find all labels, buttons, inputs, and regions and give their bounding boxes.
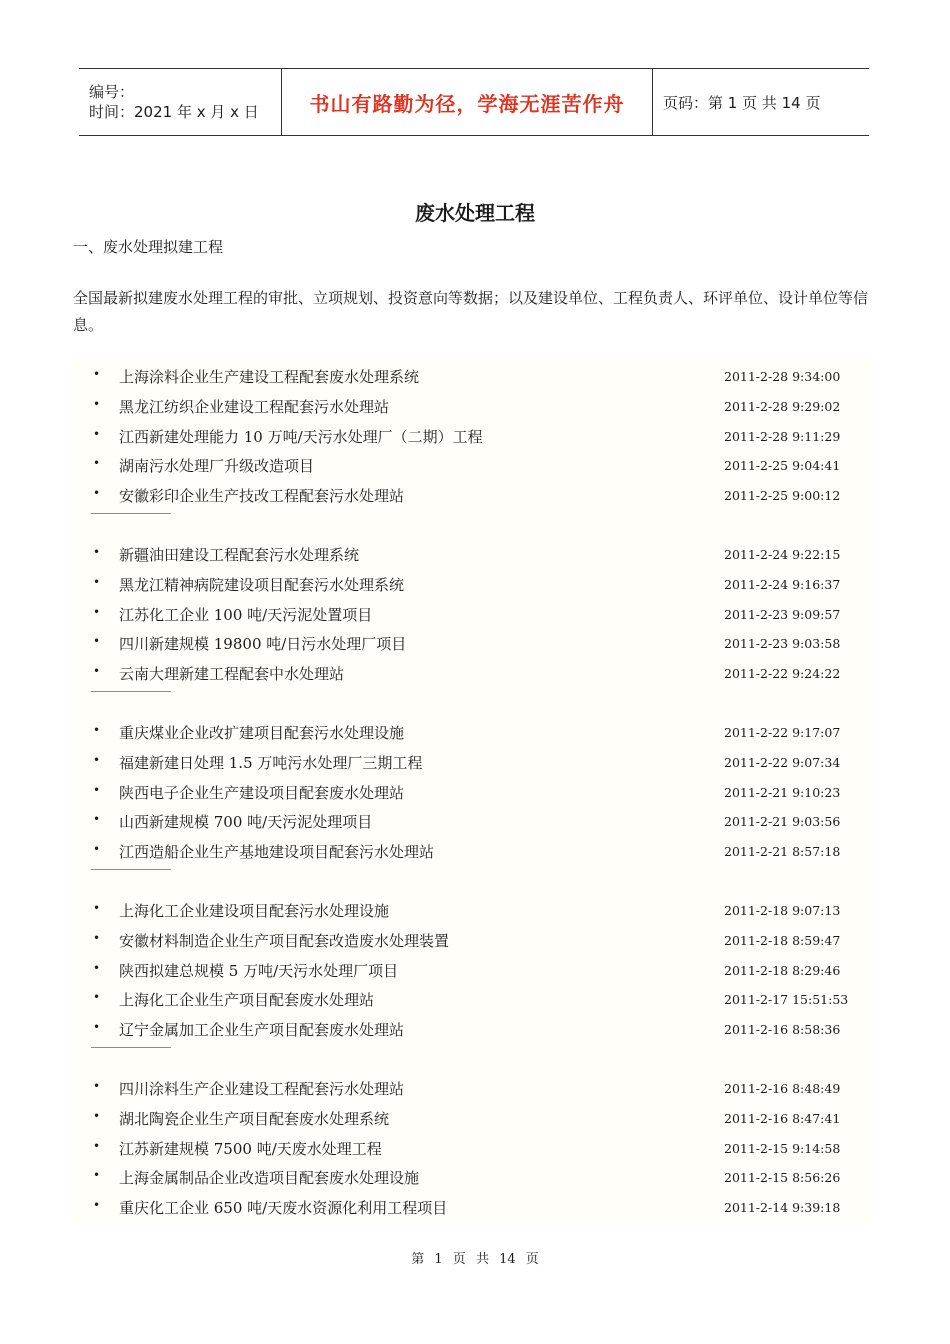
list-item[interactable] — [73, 1192, 873, 1222]
project-title-link[interactable]: 黑龙江精神病院建设项目配套污水处理系统 — [119, 575, 405, 594]
list-item[interactable] — [73, 895, 873, 925]
bullet-icon: • — [93, 426, 101, 441]
list-item[interactable] — [73, 1014, 873, 1044]
list-item[interactable] — [73, 391, 873, 421]
project-title-link[interactable]: 安徽彩印企业生产技改工程配套污水处理站 — [119, 487, 405, 505]
header-page-info — [653, 69, 869, 135]
project-group — [73, 717, 873, 866]
footer-page-number: 1 — [434, 1252, 443, 1267]
project-timestamp: 2011-2-16 8:47:41 — [724, 1110, 841, 1126]
project-timestamp: 2011-2-15 8:56:26 — [724, 1170, 841, 1186]
bullet-icon: • — [93, 842, 101, 856]
project-title-link[interactable]: 福建新建日处理 1.5 万吨污水处理厂三期工程 — [119, 753, 423, 772]
project-timestamp: 2011-2-16 8:58:36 — [724, 1022, 841, 1037]
list-item[interactable] — [73, 1133, 873, 1163]
project-title-link[interactable]: 上海化工企业建设项目配套污水处理设施 — [119, 902, 390, 920]
project-timestamp: 2011-2-18 8:29:46 — [724, 962, 841, 978]
project-title-link[interactable]: 黑龙江纺织企业建设工程配套污水处理站 — [119, 397, 390, 416]
project-timestamp: 2011-2-22 9:17:07 — [724, 725, 841, 740]
header-page-number: 页码：第 1 页 共 14 页 — [663, 93, 821, 112]
project-timestamp: 2011-2-18 8:59:47 — [724, 932, 841, 948]
list-item[interactable] — [73, 955, 873, 985]
project-timestamp: 2011-2-28 9:34:00 — [724, 369, 841, 384]
project-title-link[interactable]: 山西新建规模 700 吨/天污泥处理项目 — [119, 813, 373, 832]
list-item[interactable] — [73, 450, 873, 480]
list-item[interactable] — [73, 1162, 873, 1192]
list-item[interactable] — [73, 539, 873, 569]
section-heading: 一、废水处理拟建工程 — [73, 238, 224, 256]
bullet-icon: • — [93, 456, 101, 471]
list-item[interactable] — [73, 717, 873, 747]
bullet-icon: • — [93, 396, 101, 411]
document-number-label: 编号： — [89, 83, 135, 101]
project-timestamp: 2011-2-25 9:00:12 — [724, 488, 841, 503]
list-item[interactable] — [73, 806, 873, 836]
bullet-icon: • — [93, 486, 101, 500]
bullet-icon: • — [93, 1020, 101, 1034]
project-timestamp: 2011-2-24 9:22:15 — [724, 547, 841, 562]
project-timestamp: 2011-2-18 9:07:13 — [724, 903, 841, 918]
bullet-icon: • — [93, 960, 101, 975]
project-title-link[interactable]: 重庆化工企业 650 吨/天废水资源化利用工程项目 — [119, 1199, 448, 1217]
group-divider — [91, 513, 171, 514]
group-divider — [91, 869, 171, 870]
project-title-link[interactable]: 上海涂料企业生产建设工程配套废水处理系统 — [119, 368, 420, 386]
project-group — [73, 361, 873, 510]
list-item[interactable] — [73, 747, 873, 777]
project-title-link[interactable]: 新疆油田建设工程配套污水处理系统 — [119, 546, 360, 564]
list-item[interactable] — [73, 658, 873, 688]
project-group — [73, 539, 873, 688]
bullet-icon: • — [93, 723, 101, 737]
bullet-icon: • — [93, 812, 101, 827]
project-timestamp: 2011-2-22 9:07:34 — [724, 754, 841, 770]
list-item[interactable] — [73, 836, 873, 866]
bullet-icon: • — [93, 604, 101, 619]
project-title-link[interactable]: 江苏新建规模 7500 吨/天废水处理工程 — [119, 1139, 382, 1158]
project-timestamp: 2011-2-21 9:03:56 — [724, 814, 841, 830]
project-title-link[interactable]: 四川涂料生产企业建设工程配套污水处理站 — [119, 1080, 405, 1098]
bullet-icon: • — [93, 367, 101, 381]
header-meta — [79, 69, 281, 135]
project-title-link[interactable]: 湖北陶瓷企业生产项目配套废水处理系统 — [119, 1109, 390, 1128]
list-item[interactable] — [73, 599, 873, 629]
project-title-link[interactable]: 江西造船企业生产基地建设项目配套污水处理站 — [119, 843, 435, 861]
list-item[interactable] — [73, 984, 873, 1014]
project-timestamp: 2011-2-25 9:04:41 — [724, 458, 841, 474]
project-title-link[interactable]: 江苏化工企业 100 吨/天污泥处置项目 — [119, 605, 373, 624]
bullet-icon: • — [93, 1138, 101, 1153]
project-title-link[interactable]: 江西新建处理能力 10 万吨/天污水处理厂（二期）工程 — [119, 427, 483, 446]
project-timestamp: 2011-2-24 9:16:37 — [724, 576, 841, 592]
project-title-link[interactable]: 四川新建规模 19800 吨/日污水处理厂项目 — [119, 635, 407, 654]
project-timestamp: 2011-2-17 15:51:53 — [724, 992, 849, 1008]
project-group — [73, 1073, 873, 1222]
bullet-icon: • — [93, 901, 101, 915]
list-item[interactable] — [73, 1073, 873, 1103]
list-item[interactable] — [73, 569, 873, 599]
project-timestamp: 2011-2-21 9:10:23 — [724, 784, 841, 800]
bullet-icon: • — [93, 930, 101, 945]
page-header — [79, 68, 869, 136]
footer-text: 页 — [452, 1252, 466, 1267]
list-item[interactable] — [73, 1103, 873, 1133]
project-timestamp: 2011-2-16 8:48:49 — [724, 1081, 841, 1096]
bullet-icon: • — [93, 545, 101, 559]
project-title-link[interactable]: 上海金属制品企业改造项目配套废水处理设施 — [119, 1169, 420, 1188]
project-title-link[interactable]: 重庆煤业企业改扩建项目配套污水处理设施 — [119, 724, 405, 742]
project-title-link[interactable]: 陕西电子企业生产建设项目配套废水处理站 — [119, 783, 405, 802]
list-item[interactable] — [73, 777, 873, 807]
footer-total-pages: 14 — [499, 1252, 516, 1267]
footer-text: 第 — [411, 1252, 425, 1267]
list-item[interactable] — [73, 421, 873, 451]
project-timestamp: 2011-2-21 8:57:18 — [724, 844, 841, 859]
bullet-icon: • — [93, 664, 101, 678]
header-motto-cell — [281, 69, 653, 135]
project-title-link[interactable]: 陕西拟建总规模 5 万吨/天污水处理厂项目 — [119, 961, 399, 980]
project-timestamp: 2011-2-22 9:24:22 — [724, 666, 841, 681]
list-item[interactable] — [73, 628, 873, 658]
project-timestamp: 2011-2-28 9:29:02 — [724, 398, 841, 414]
project-title-link[interactable]: 上海化工企业生产项目配套废水处理站 — [119, 991, 375, 1010]
bullet-icon: • — [93, 1108, 101, 1123]
document-title: 废水处理工程 — [415, 201, 535, 225]
intro-paragraph: 全国最新拟建废水处理工程的审批、立项规划、投资意向等数据；以及建设单位、工程负责人、环评单位、设计单位等信息。 — [73, 289, 869, 334]
project-timestamp: 2011-2-23 9:03:58 — [724, 636, 841, 652]
bullet-icon: • — [93, 634, 101, 649]
project-timestamp: 2011-2-14 9:39:18 — [724, 1200, 841, 1215]
group-divider — [91, 1047, 171, 1048]
list-item[interactable] — [73, 361, 873, 391]
footer-text: 共 — [475, 1252, 489, 1267]
bullet-icon: • — [93, 752, 101, 767]
bullet-icon: • — [93, 1198, 101, 1212]
bullet-icon: • — [93, 1079, 101, 1093]
project-timestamp: 2011-2-23 9:09:57 — [724, 606, 841, 622]
bullet-icon: • — [93, 990, 101, 1005]
group-divider — [91, 691, 171, 692]
list-item[interactable] — [73, 480, 873, 510]
bullet-icon: • — [93, 574, 101, 589]
footer-text: 页 — [525, 1252, 539, 1267]
document-date: 时间：2021 年 x 月 x 日 — [89, 103, 259, 121]
list-item[interactable] — [73, 925, 873, 955]
project-group — [73, 895, 873, 1044]
page-footer — [0, 1248, 950, 1267]
project-title-link[interactable]: 湖南污水处理厂升级改造项目 — [119, 457, 315, 476]
project-list — [73, 358, 873, 1224]
project-title-link[interactable]: 辽宁金属加工企业生产项目配套废水处理站 — [119, 1021, 405, 1039]
project-title-link[interactable]: 安徽材料制造企业生产项目配套改造废水处理装置 — [119, 931, 450, 950]
bullet-icon: • — [93, 782, 101, 797]
project-timestamp: 2011-2-15 9:14:58 — [724, 1140, 841, 1156]
bullet-icon: • — [93, 1168, 101, 1183]
project-timestamp: 2011-2-28 9:11:29 — [724, 428, 841, 444]
project-title-link[interactable]: 云南大理新建工程配套中水处理站 — [119, 665, 345, 683]
header-motto: 书山有路勤为径，学海无涯苦作舟 — [309, 91, 625, 116]
